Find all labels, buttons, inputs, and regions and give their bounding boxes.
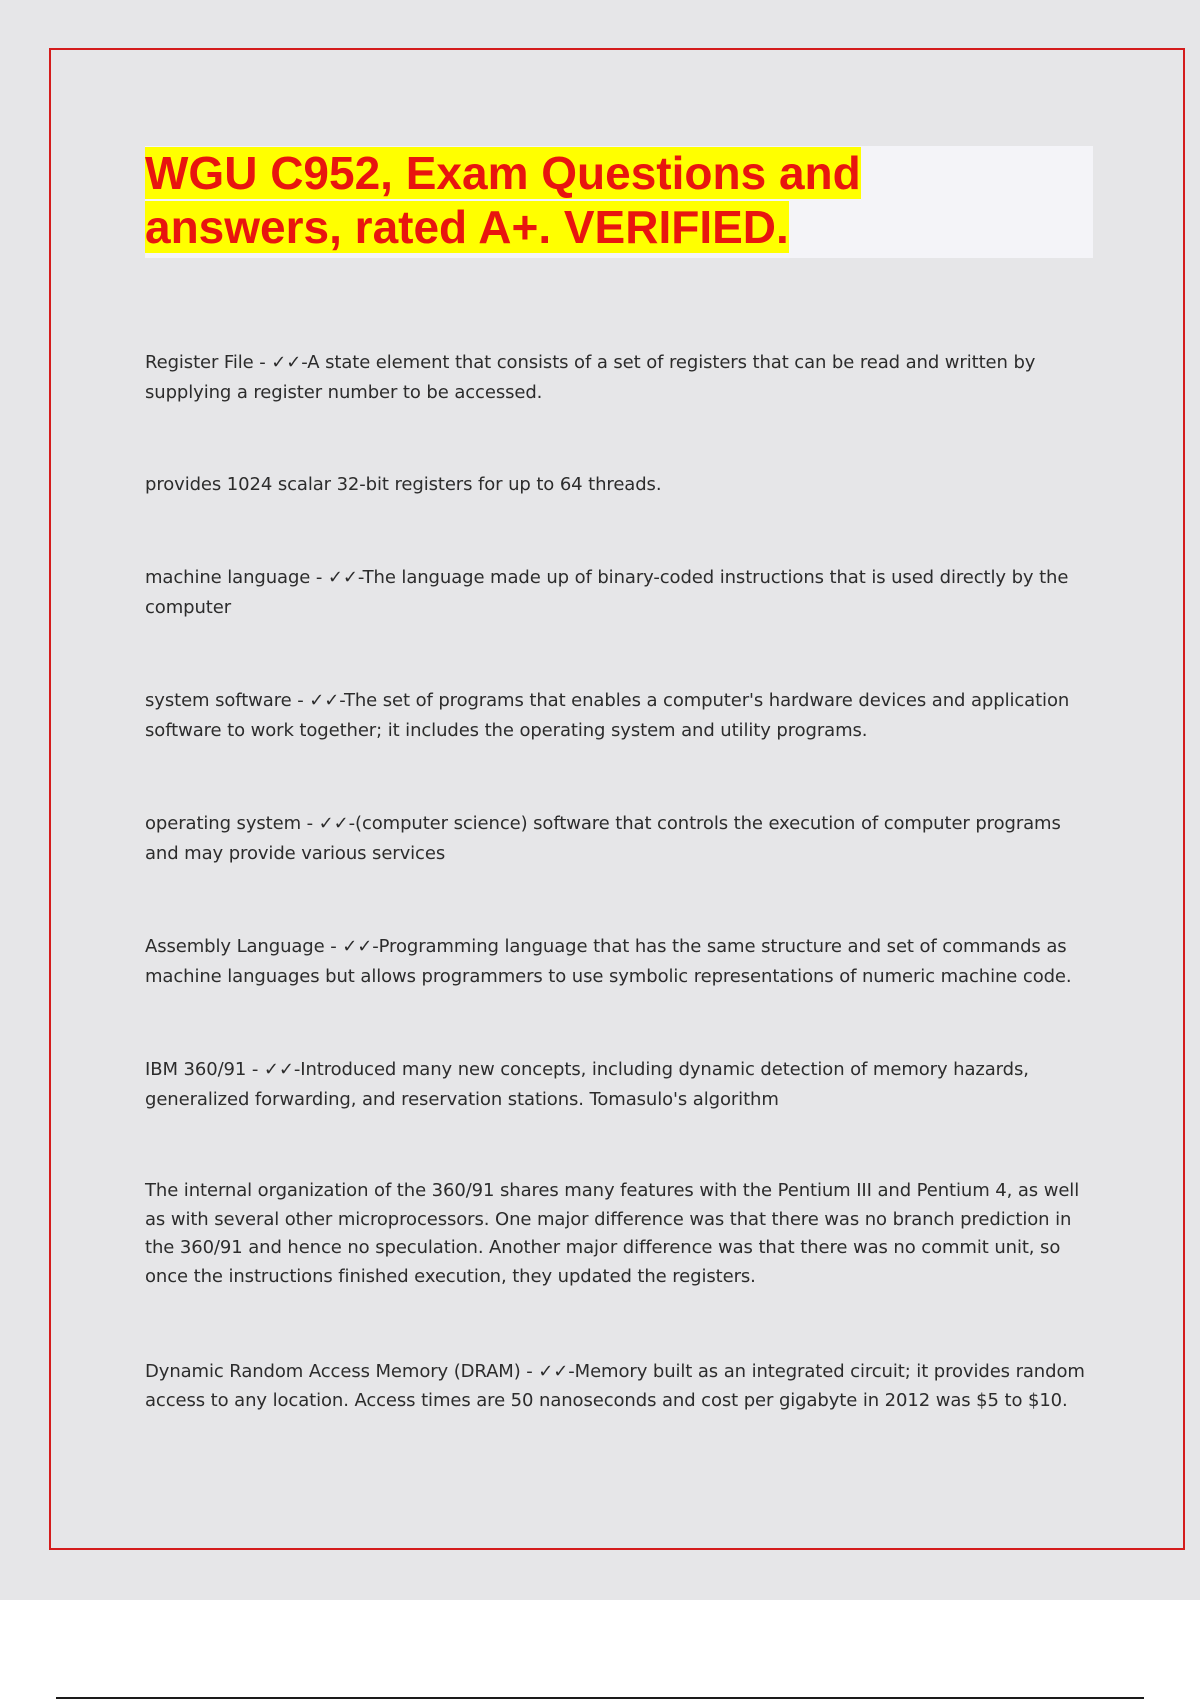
footer-divider: [56, 1697, 1144, 1699]
qa-entry-machine-language: machine language - ✓✓-The language made up of binary-coded instructions that is used directly by the computer: [145, 567, 1069, 618]
qa-entry-ibm-360-91: IBM 360/91 - ✓✓-Introduced many new concepts, including dynamic detection of memory hazards, generalized forwarding, and reservation stations. Tomasulo's algorithm: [145, 1059, 1029, 1110]
qa-entry-system-software: system software - ✓✓-The set of programs that enables a computer's hardware devices and application software to work together; it includes the operating system and utility programs.: [145, 690, 1070, 741]
qa-entry-assembly-language: Assembly Language - ✓✓-Programming language that has the same structure and set of commands as machine languages but allows programmers to use symbolic representations of numeric machine code.: [145, 936, 1072, 987]
page-border-frame: [49, 48, 1185, 1550]
qa-entry-360-91-organization: The internal organization of the 360/91 shares many features with the Pentium III and Pentium 4, as well as with several other microprocessors. One major difference was that there was no branch prediction in the 360/91 and hence no speculation. Another major difference was that there was no commit unit, so once the instructions finished execution, they updated the registers.: [145, 1180, 1080, 1287]
qa-entry-register-file: Register File - ✓✓-A state element that consists of a set of registers that can be read and written by supplying a register number to be accessed.: [145, 352, 1036, 403]
document-title: [145, 146, 945, 254]
title-highlight: WGU C952, Exam Questions and answers, rated A+. VERIFIED.: [145, 147, 861, 253]
qa-entry-dram: Dynamic Random Access Memory (DRAM) - ✓✓-Memory built as an integrated circuit; it provides random access to any location. Access times are 50 nanoseconds and cost per gigabyte in 2012 was $5 to $10.: [145, 1361, 1085, 1411]
qa-entry-registers-threads: provides 1024 scalar 32-bit registers for up to 64 threads.: [145, 474, 662, 495]
qa-entry-operating-system: operating system - ✓✓-(computer science) software that controls the execution of computer programs and may provide various services: [145, 813, 1061, 864]
